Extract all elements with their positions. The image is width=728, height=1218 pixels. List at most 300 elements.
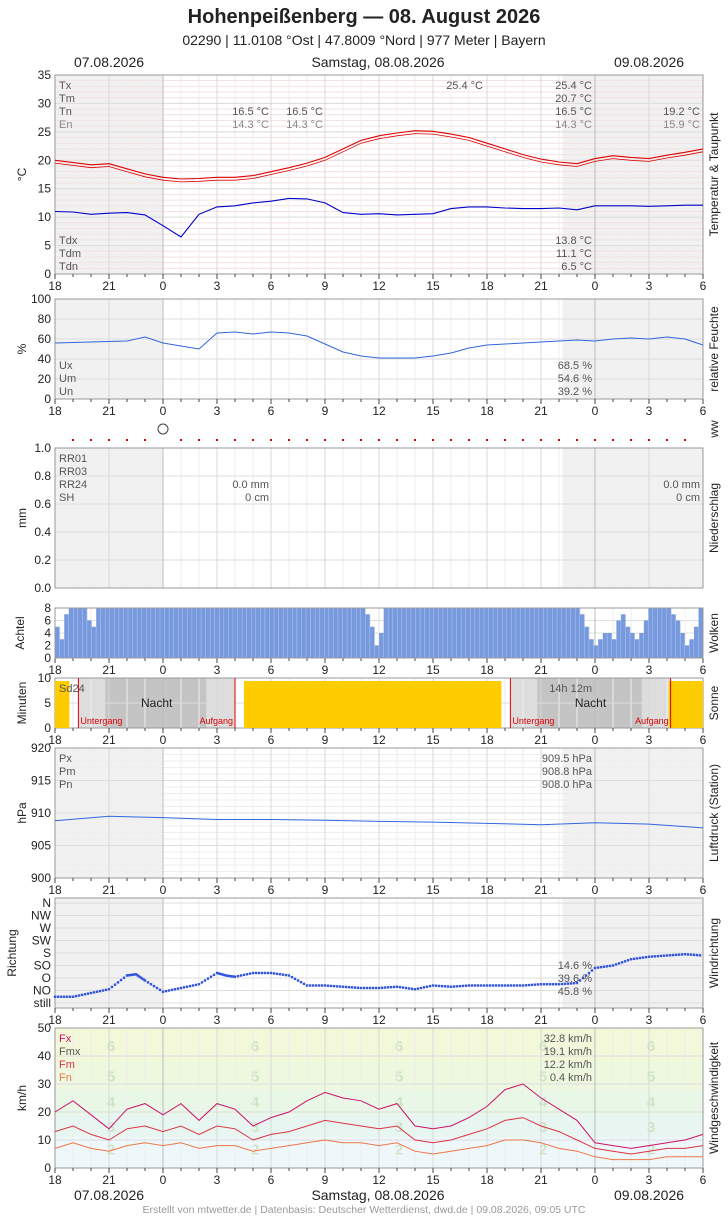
x-tick-label: 15	[426, 663, 440, 677]
direction-point	[369, 987, 371, 989]
direction-point	[648, 956, 650, 958]
ww-marker	[522, 439, 524, 441]
ww-marker	[558, 439, 560, 441]
legend-value: 68.5 %	[557, 360, 592, 372]
legend-label: Fn	[59, 1072, 72, 1084]
cloud-bar	[502, 608, 507, 658]
direction-point	[372, 987, 374, 989]
cloud-bar	[320, 608, 325, 658]
direction-point	[99, 990, 101, 992]
x-tick-label: 6	[699, 663, 707, 677]
x-tick-label: 6	[699, 1013, 707, 1027]
direction-point	[696, 954, 698, 956]
legend-label: Tm	[59, 93, 75, 105]
direction-point	[345, 986, 347, 988]
cloud-bar	[55, 627, 60, 658]
direction-point	[189, 985, 191, 987]
direction-point	[318, 984, 320, 986]
cloud-bar	[256, 608, 261, 658]
direction-point	[66, 996, 68, 998]
direction-point	[621, 961, 623, 963]
beaufort-label: 4	[250, 1093, 260, 1111]
y-tick-label: SO	[33, 958, 51, 973]
x-tick-label: 0	[591, 279, 599, 293]
direction-point	[552, 983, 554, 985]
direction-point	[384, 986, 386, 988]
y-tick-label: 900	[30, 871, 51, 885]
direction-point	[279, 973, 281, 975]
cloud-bar	[411, 608, 416, 658]
direction-point	[669, 954, 671, 956]
direction-point	[684, 953, 686, 955]
beaufort-label: 5	[106, 1068, 116, 1086]
direction-point	[519, 984, 521, 986]
direction-point	[408, 987, 410, 989]
cloud-bar	[73, 608, 78, 658]
direction-point	[417, 987, 419, 989]
direction-point	[639, 957, 641, 959]
y-tick-label: 915	[30, 773, 51, 788]
direction-point	[90, 992, 92, 994]
x-tick-label: 21	[102, 733, 116, 747]
cloud-bar	[689, 639, 694, 658]
beaufort-label: 4	[646, 1093, 656, 1111]
x-tick-label: 18	[48, 1173, 62, 1187]
cloud-bar	[525, 608, 530, 658]
legend-value: 19.2 °C	[663, 106, 700, 118]
side-label: Sonne	[707, 685, 721, 721]
x-tick-label: 21	[102, 883, 116, 897]
x-tick-label: 0	[591, 1173, 599, 1187]
x-tick-label: 0	[591, 404, 599, 418]
legend-value: 14.6 %	[557, 960, 592, 972]
side-label: Wolken	[707, 613, 721, 653]
direction-point	[627, 959, 629, 961]
direction-point	[459, 985, 461, 987]
x-tick-label: 12	[372, 733, 386, 747]
cloud-bar	[612, 639, 617, 658]
cloud-bar	[562, 608, 567, 658]
direction-point	[423, 986, 425, 988]
cloud-bar	[484, 608, 489, 658]
direction-point	[543, 983, 545, 985]
legend-label: Fm	[59, 1059, 75, 1071]
direction-point	[387, 986, 389, 988]
ww-marker	[270, 439, 272, 441]
x-tick-label: 15	[426, 883, 440, 897]
direction-point	[405, 987, 407, 989]
direction-point	[204, 979, 206, 981]
cloud-bar	[616, 621, 621, 659]
ww-marker	[450, 439, 452, 441]
direction-point	[84, 993, 86, 995]
direction-point	[510, 984, 512, 986]
direction-point	[426, 986, 428, 988]
x-tick-label: 9	[321, 663, 329, 677]
date-left-top: 07.08.2026	[73, 54, 145, 70]
legend-value: 0.4 km/h	[549, 1072, 592, 1084]
direction-point	[450, 986, 452, 988]
ww-marker	[378, 439, 380, 441]
y-tick-label: 1.0	[34, 441, 51, 455]
cloud-bar	[228, 608, 233, 658]
cloud-bar	[78, 608, 83, 658]
x-tick-label: 9	[321, 1013, 329, 1027]
cloud-bar	[425, 608, 430, 658]
cloud-bar	[543, 608, 548, 658]
y-tick-label: 4	[44, 626, 51, 640]
y-tick-label: NW	[31, 908, 51, 923]
x-tick-label: 21	[102, 404, 116, 418]
legend-label: Tdn	[59, 261, 78, 273]
direction-point	[252, 972, 254, 974]
cloud-bar	[301, 608, 306, 658]
direction-point	[432, 984, 434, 986]
beaufort-label: 3	[646, 1119, 656, 1136]
legend-value: 20.7 °C	[555, 93, 592, 105]
x-tick-label: 0	[591, 733, 599, 747]
beaufort-label: 2	[646, 1141, 656, 1159]
cloud-bar	[338, 608, 343, 658]
sunset-label: Untergang	[80, 716, 123, 726]
ww-marker	[432, 439, 434, 441]
x-tick-label: 6	[267, 1173, 275, 1187]
y-tick-label: 25	[37, 124, 51, 139]
direction-point	[300, 981, 302, 983]
cloud-bar	[388, 608, 393, 658]
y-tick-label: 100	[30, 292, 51, 306]
y-axis-label: km/h	[15, 1084, 29, 1112]
legend-value: 14.3 °C	[286, 119, 323, 131]
x-tick-label: 21	[534, 1173, 548, 1187]
direction-point	[75, 995, 77, 997]
direction-point	[120, 979, 122, 981]
y-tick-label: 0	[44, 1161, 51, 1175]
direction-point	[63, 996, 65, 998]
y-axis-label: %	[15, 343, 29, 355]
x-tick-label: 3	[645, 1013, 653, 1027]
ww-marker	[540, 439, 542, 441]
y-tick-label: 40	[37, 352, 51, 366]
cloud-bar	[137, 608, 142, 658]
y-tick-label: 920	[30, 741, 51, 755]
x-tick-label: 3	[213, 1013, 221, 1027]
cloud-bar	[530, 608, 535, 658]
x-tick-label: 21	[102, 1173, 116, 1187]
x-tick-label: 12	[372, 279, 386, 293]
direction-point	[336, 985, 338, 987]
x-tick-label: 0	[159, 279, 167, 293]
cloud-bar	[466, 608, 471, 658]
direction-point	[177, 987, 179, 989]
direction-point	[687, 953, 689, 955]
cloud-bar	[174, 608, 179, 658]
cloud-bar	[347, 608, 352, 658]
legend-label: Pm	[59, 766, 76, 778]
direction-point	[378, 987, 380, 989]
panel-temperature	[15, 68, 721, 293]
direction-point	[516, 984, 518, 986]
cloud-bar	[489, 608, 494, 658]
direction-point	[438, 985, 440, 987]
direction-point	[411, 988, 413, 990]
direction-point	[159, 989, 161, 991]
direction-point	[72, 996, 74, 998]
x-tick-label: 0	[159, 733, 167, 747]
direction-point	[87, 992, 89, 994]
direction-point	[327, 985, 329, 987]
cloud-bar	[429, 608, 434, 658]
station-info: 02290 | 11.0108 °Ost | 47.8009 °Nord | 977 Meter | Bayern	[182, 32, 546, 48]
cloud-bar	[457, 608, 462, 658]
panel-pressure	[15, 741, 721, 897]
cloud-bar	[361, 608, 366, 658]
direction-point	[291, 976, 293, 978]
cloud-bar	[183, 608, 188, 658]
y-tick-label: 40	[37, 1049, 51, 1063]
cloud-bar	[603, 633, 608, 658]
cloud-bar	[352, 608, 357, 658]
y-tick-label: 30	[37, 1077, 51, 1091]
legend-value: 39.6 %	[557, 973, 592, 985]
direction-point	[501, 984, 503, 986]
night-shade	[563, 448, 703, 588]
legend-value: 25.4 °C	[446, 80, 483, 92]
legend-label: Tx	[59, 80, 72, 92]
cloud-bar	[128, 608, 133, 658]
cloud-bar	[475, 608, 480, 658]
x-tick-label: 6	[267, 1013, 275, 1027]
direction-point	[546, 983, 548, 985]
cloud-bar	[274, 608, 279, 658]
cloud-bar	[238, 608, 243, 658]
direction-point	[396, 986, 398, 988]
y-tick-label: 30	[37, 96, 51, 111]
sd24-label: Sd24	[59, 683, 85, 695]
ww-marker	[666, 439, 668, 441]
cloud-bar	[393, 608, 398, 658]
cloud-bar	[155, 608, 160, 658]
y-tick-label: 10	[37, 671, 51, 685]
cloud-bar	[60, 639, 65, 658]
direction-point	[273, 972, 275, 974]
cloud-bar	[206, 608, 211, 658]
cloud-bar	[365, 614, 370, 658]
cloud-bar	[242, 608, 247, 658]
direction-point	[339, 985, 341, 987]
x-tick-label: 9	[321, 279, 329, 293]
legend-value: 15.9 °C	[663, 119, 700, 131]
direction-point	[234, 976, 236, 978]
legend-value: 13.8 °C	[555, 235, 592, 247]
direction-point	[681, 953, 683, 955]
direction-point	[150, 983, 152, 985]
legend-value: 6.5 °C	[561, 261, 592, 273]
y-tick-label: SW	[31, 933, 51, 948]
panel-precipitation	[15, 441, 721, 595]
direction-point	[453, 985, 455, 987]
y-tick-label: 0.2	[34, 553, 51, 567]
direction-point	[660, 955, 662, 957]
y-axis-label: Richtung	[5, 929, 19, 977]
ww-marker	[126, 439, 128, 441]
legend-value: 0.0 mm	[663, 479, 700, 491]
y-tick-label: 910	[30, 806, 51, 820]
cloud-bar	[169, 608, 174, 658]
direction-point	[201, 981, 203, 983]
cloud-bar	[438, 608, 443, 658]
cloud-bar	[593, 646, 598, 659]
direction-point	[600, 966, 602, 968]
beaufort-label: 2	[394, 1141, 404, 1159]
ww-label: ww	[707, 420, 721, 438]
x-tick-label: 15	[426, 1013, 440, 1027]
direction-point	[108, 988, 110, 990]
direction-point	[492, 984, 494, 986]
sunset-label: Untergang	[512, 716, 555, 726]
cloud-bar	[589, 639, 594, 658]
cloud-bar	[210, 608, 215, 658]
ww-marker	[396, 439, 398, 441]
cloud-bar	[676, 621, 681, 659]
y-tick-label: 50	[37, 1021, 51, 1035]
x-tick-label: 3	[213, 404, 221, 418]
x-tick-label: 3	[213, 883, 221, 897]
ww-marker	[234, 439, 236, 441]
cloud-bar	[520, 608, 525, 658]
x-tick-label: 0	[591, 663, 599, 677]
direction-point	[144, 979, 146, 981]
direction-point	[309, 984, 311, 986]
ww-marker	[684, 439, 686, 441]
direction-point	[351, 986, 353, 988]
x-tick-label: 0	[159, 1173, 167, 1187]
legend-label: En	[59, 119, 73, 131]
direction-point	[240, 974, 242, 976]
direction-point	[606, 965, 608, 967]
direction-point	[435, 985, 437, 987]
y-tick-label: 6	[44, 613, 51, 628]
direction-point	[321, 984, 323, 986]
sd24-value: 14h 12m	[549, 683, 592, 695]
cloud-bar	[370, 627, 375, 658]
x-tick-label: 9	[321, 404, 329, 418]
x-tick-label: 21	[534, 663, 548, 677]
legend-label: Tdx	[59, 235, 78, 247]
direction-point	[156, 987, 158, 989]
y-tick-label: 5	[44, 696, 51, 710]
cloud-bar	[493, 608, 498, 658]
ww-marker	[342, 439, 344, 441]
beaufort-label: 3	[538, 1119, 548, 1136]
direction-point	[429, 985, 431, 987]
x-tick-label: 18	[480, 279, 494, 293]
beaufort-label: 6	[250, 1037, 260, 1055]
y-tick-label: 0.0	[34, 581, 51, 595]
legend-label: Fmx	[59, 1046, 81, 1058]
x-tick-label: 18	[48, 883, 62, 897]
direction-point	[414, 988, 416, 990]
cloud-bar	[575, 608, 580, 658]
y-tick-label: 0	[44, 267, 51, 281]
direction-point	[354, 986, 356, 988]
x-tick-label: 12	[372, 1173, 386, 1187]
x-tick-label: 9	[321, 883, 329, 897]
legend-value: 12.2 km/h	[543, 1059, 592, 1071]
ww-marker	[414, 439, 416, 441]
y-tick-label: 20	[37, 1105, 51, 1119]
x-tick-label: 21	[102, 1013, 116, 1027]
beaufort-label: 2	[106, 1141, 116, 1159]
cloud-bar	[64, 614, 69, 658]
cloud-bar	[119, 608, 124, 658]
y-tick-label: 2	[44, 638, 51, 653]
direction-point	[333, 985, 335, 987]
legend-label: SH	[59, 492, 75, 504]
page-title: Hohenpeißenberg — 08. August 2026	[187, 6, 541, 28]
x-tick-label: 9	[321, 733, 329, 747]
direction-point	[342, 986, 344, 988]
y-tick-label: W	[39, 921, 51, 935]
legend-value: 32.8 km/h	[543, 1033, 592, 1045]
direction-point	[363, 987, 365, 989]
cloud-bar	[566, 608, 571, 658]
cloud-bar	[416, 608, 421, 658]
direction-point	[651, 955, 653, 957]
cloud-bar	[557, 608, 562, 658]
x-tick-label: 15	[426, 279, 440, 293]
cloud-bar	[142, 608, 147, 658]
x-tick-label: 6	[267, 663, 275, 677]
x-tick-label: 12	[372, 1013, 386, 1027]
ww-marker	[594, 439, 596, 441]
direction-point	[162, 991, 164, 993]
cloud-bar	[639, 633, 644, 658]
side-label: Niederschlag	[707, 482, 721, 554]
cloud-bar	[110, 608, 115, 658]
legend-value: 0 cm	[245, 492, 269, 504]
legend-label: Fx	[59, 1033, 72, 1045]
cloud-bar	[146, 608, 151, 658]
cloud-bar	[447, 608, 452, 658]
direction-point	[465, 985, 467, 987]
cloud-bar	[470, 608, 475, 658]
x-tick-label: 3	[645, 733, 653, 747]
direction-point	[270, 972, 272, 974]
legend-value: 908.0 hPa	[541, 779, 592, 791]
cloud-bar	[666, 608, 671, 658]
cloud-bar	[694, 627, 699, 658]
legend-label: Tdm	[59, 248, 81, 260]
cloud-bar	[653, 608, 658, 658]
cloud-bar	[648, 608, 653, 658]
x-tick-label: 6	[267, 279, 275, 293]
direction-point	[237, 975, 239, 977]
cloud-bar	[630, 633, 635, 658]
legend-value: 11.1 °C	[556, 248, 592, 260]
cloud-bar	[452, 608, 457, 658]
beaufort-label: 3	[394, 1119, 404, 1136]
beaufort-label: 6	[538, 1037, 548, 1055]
ww-marker	[360, 439, 362, 441]
direction-point	[96, 991, 98, 993]
direction-point	[57, 996, 59, 998]
direction-point	[105, 989, 107, 991]
ww-marker	[252, 439, 254, 441]
footer-credit: Erstellt von mtwetter.de | Datenbasis: Deutscher Wetterdienst, dwd.de | 09.08.2026, 09:05 UTC	[142, 1204, 586, 1216]
cloud-bar	[511, 608, 516, 658]
ww-marker	[612, 439, 614, 441]
